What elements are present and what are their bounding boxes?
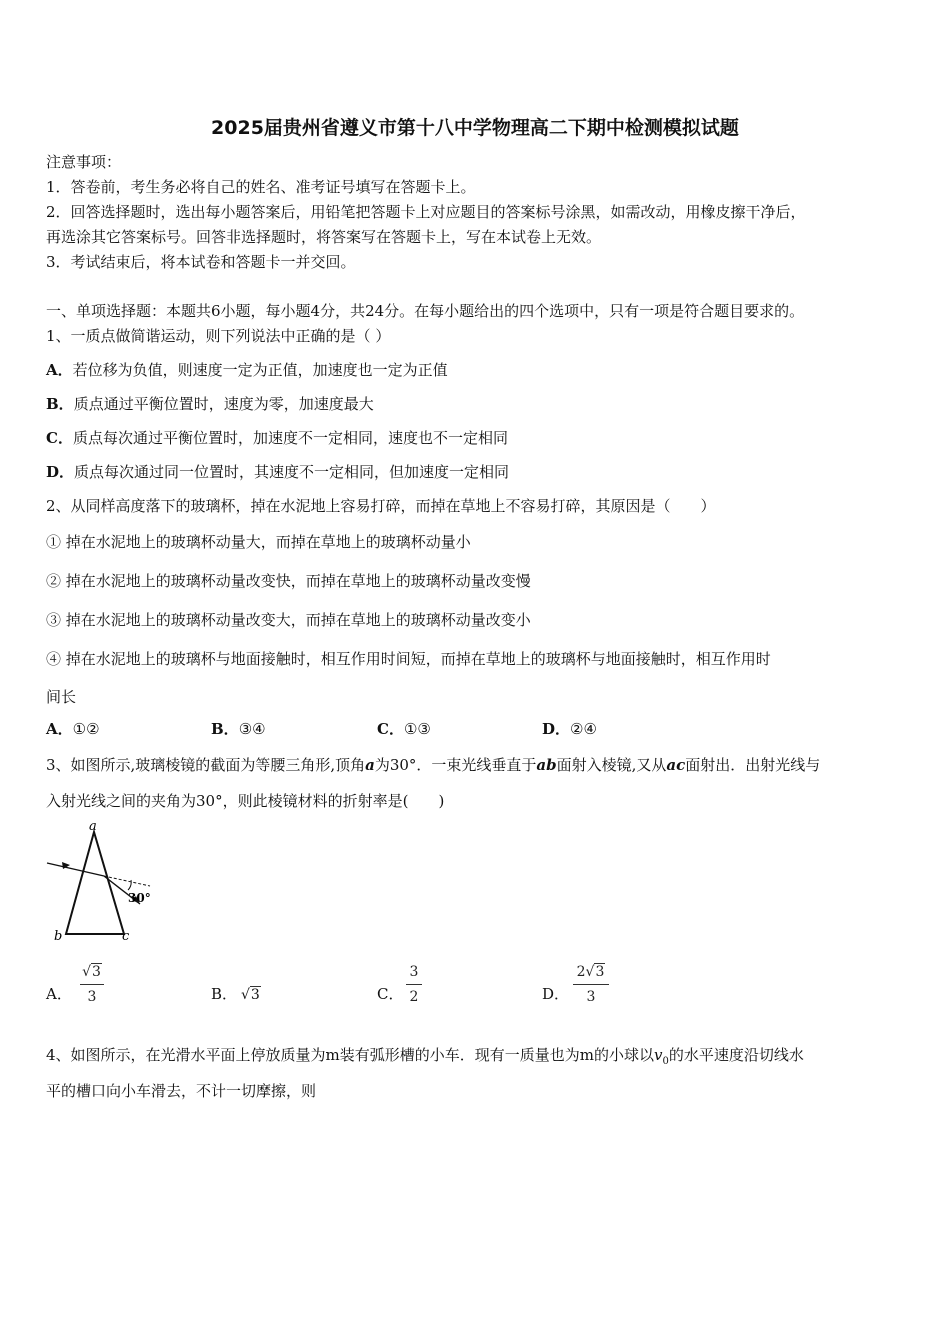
option-label: A． xyxy=(46,720,73,738)
q2-statement: ② 掉在水泥地上的玻璃杯动量改变快，而掉在草地上的玻璃杯动量改变慢 xyxy=(46,572,531,590)
option-text: ①② xyxy=(72,720,100,738)
vertex-label-c: c xyxy=(122,929,130,944)
option-label: B． xyxy=(46,395,74,413)
notice-item: 2．回答选择题时，选出每小题答案后，用铅笔把答题卡上对应题目的答案标号涂黑，如需改动，用橡皮擦干净后， xyxy=(46,203,806,221)
denominator: 3 xyxy=(87,989,97,1005)
q2-option-b xyxy=(211,719,266,739)
subscript: 0 xyxy=(662,1056,669,1067)
q2-statement: ④ 掉在水泥地上的玻璃杯与地面接触时，相互作用时间短，而掉在草地上的玻璃杯与地面接触时，相互作用时 xyxy=(46,650,771,668)
question-4-stem-line2: 平的槽口向小车滑去，不计一切摩擦，则 xyxy=(46,1082,317,1100)
notice-heading: 注意事项： xyxy=(46,153,122,171)
option-text: ②④ xyxy=(570,720,597,738)
prism-figure xyxy=(44,818,164,944)
question-3-stem-line1 xyxy=(46,755,820,775)
q2-option-d xyxy=(542,719,597,739)
q2-option-c xyxy=(377,719,431,739)
radicand: 3 xyxy=(595,964,605,980)
option-label: B． xyxy=(211,720,239,738)
question-3-stem-line2: 入射光线之间的夹角为30°，则此棱镜材料的折射率是( ) xyxy=(46,792,445,810)
radicand: 3 xyxy=(92,964,101,980)
option-label: C． xyxy=(377,720,404,738)
q3-option-a-value: √3 3 xyxy=(80,962,104,1007)
notice-item: 再选涂其它答案标号。回答非选择题时，将答案写在答题卡上，写在本试卷上无效。 xyxy=(46,228,602,246)
denominator: 3 xyxy=(586,989,596,1005)
option-label: A． xyxy=(46,361,73,379)
q1-option-c xyxy=(46,428,508,448)
page-title: 2025届贵州省遵义市第十八中学物理高二下期中检测模拟试题 xyxy=(211,117,739,139)
option-label: D． xyxy=(46,463,75,481)
q1-option-d xyxy=(46,462,509,482)
stem-text: 面射出．出射光线与 xyxy=(685,756,821,774)
angle-label: 30° xyxy=(128,891,151,905)
option-label: D． xyxy=(542,720,571,738)
q3-option-a-label: A． xyxy=(46,985,72,1003)
q1-option-a xyxy=(46,360,448,380)
option-text: 质点每次通过平衡位置时，加速度不一定相同，速度也不一定相同 xyxy=(72,429,508,447)
notice-item: 3．考试结束后，将本试卷和答题卡一并交回。 xyxy=(46,253,356,271)
option-text: 若位移为负值，则速度一定为正值，加速度也一定为正值 xyxy=(72,361,448,379)
stem-text: 4、如图所示，在光滑水平面上停放质量为m装有弧形槽的小车．现有一质量也为m的小球以 xyxy=(46,1046,654,1064)
option-text: 质点每次通过同一位置时，其速度不一定相同，但加速度一定相同 xyxy=(74,463,510,481)
q3-option-c-value xyxy=(406,962,422,1007)
q2-statement: ③ 掉在水泥地上的玻璃杯动量改变大，而掉在草地上的玻璃杯动量改变小 xyxy=(46,611,531,629)
section-heading: 一、单项选择题：本题共6小题，每小题4分，共24分。在每小题给出的四个选项中，只有一项是符合题目要求的。 xyxy=(46,302,805,320)
vertex-label-a: a xyxy=(89,819,97,834)
vertex-label-b: b xyxy=(54,929,63,944)
option-text: 质点通过平衡位置时，速度为零，加速度最大 xyxy=(73,395,374,413)
coefficient: 2 xyxy=(576,964,586,980)
q2-statement: ① 掉在水泥地上的玻璃杯动量大，而掉在草地上的玻璃杯动量小 xyxy=(46,533,471,551)
variable-ab: ab xyxy=(536,756,557,774)
q3-option-d-label: D． xyxy=(542,985,570,1003)
option-label: C． xyxy=(46,429,73,447)
q3-option-c-label: C． xyxy=(377,985,404,1003)
question-2-stem: 2、从同样高度落下的玻璃杯，掉在水泥地上容易打碎，而掉在草地上不容易打碎，其原因是（ ） xyxy=(46,497,716,515)
numerator: 3 xyxy=(409,964,419,980)
prism-triangle xyxy=(66,832,124,934)
option-text: ①③ xyxy=(403,720,431,738)
q3-option-d-value: 2√3 3 xyxy=(573,962,609,1007)
variable-ac: ac xyxy=(666,756,686,774)
q3-option-b-value: √3 xyxy=(241,987,260,1003)
question-4-stem-line1 xyxy=(46,1045,804,1072)
q2-option-a xyxy=(46,719,100,739)
denominator: 2 xyxy=(409,989,419,1005)
q3-option-b-label: B． xyxy=(211,985,238,1003)
stem-text: 面射入棱镜,又从 xyxy=(556,756,667,774)
q1-option-b xyxy=(46,394,374,414)
radicand: 3 xyxy=(250,987,260,1003)
stem-text: 为30°．一束光线垂直于 xyxy=(374,756,537,774)
stem-text: 的水平速度沿切线水 xyxy=(668,1046,804,1064)
stem-text: 3、如图所示,玻璃棱镜的截面为等腰三角形,顶角 xyxy=(46,756,366,774)
notice-item: 1．答卷前，考生务必将自己的姓名、准考证号填写在答题卡上。 xyxy=(46,178,476,196)
variable-v0: v xyxy=(654,1046,663,1064)
incident-ray xyxy=(47,863,104,876)
question-1-stem: 1、一质点做简谐运动，则下列说法中正确的是（ ） xyxy=(46,327,391,345)
variable-a: a xyxy=(365,756,375,774)
option-text: ③④ xyxy=(238,720,266,738)
q2-statement: 间长 xyxy=(46,688,77,706)
